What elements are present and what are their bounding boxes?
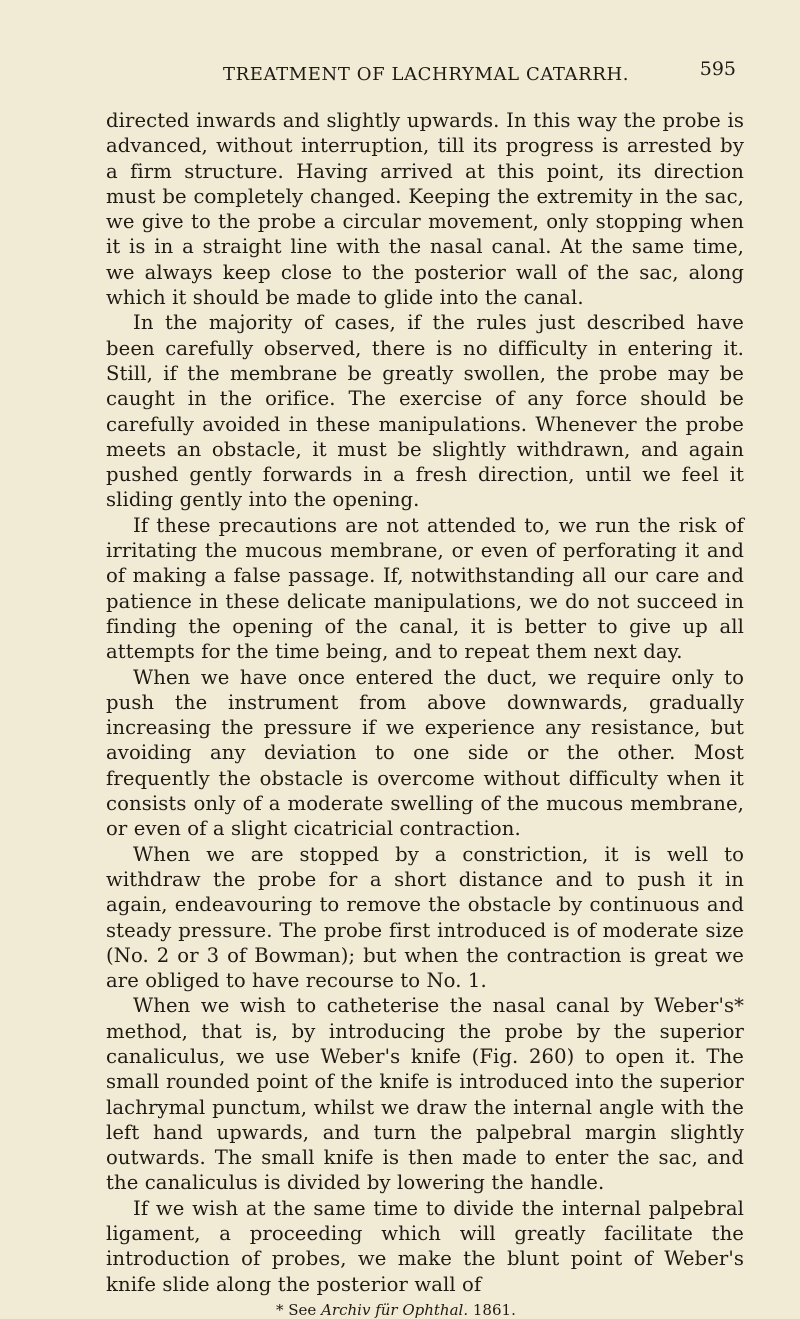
paragraph: When we have once entered the duct, we require only to push the instrument from above downwards, gradually increasing the pressure if we experience any resistance, but avoiding any deviation to one side or the other. Most frequently the obstacle is overcome without difficulty when it consists only of a moderate swelling of the mucous membrane, or even of a slight cicatricial contraction. — [106, 665, 744, 841]
paragraph: In the majority of cases, if the rules just described have been carefully observed, there is no difficulty in entering it. Still, if the membrane be greatly swollen, the probe may be caught in the orifice. The exercise of any force should be carefully avoided in these manipulations. Whenever the probe meets an obstacle, it must be slightly withdrawn, and again pushed gently forwards in a fresh direction, until we feel it sliding gently into the opening. — [106, 311, 744, 512]
footnote-prefix: * See — [276, 1300, 317, 1319]
paragraph: If these precautions are not attended to, we run the risk of irritating the mucous membrane, or even of perforating it and of making a false passage. If, notwithstanding all our care and patience in these delicate manipulations, we do not succeed in finding the opening of the canal, it is better to give up all attempts for the time being, and to repeat them next day. — [106, 513, 744, 664]
body-text — [106, 108, 744, 1297]
paragraph: When we are stopped by a constriction, it is well to withdraw the probe for a short distance and to push it in again, endeavouring to remove the obstacle by continuous and steady pressure. The probe first introduced is of moderate size (No. 2 or 3 of Bowman); but when the contraction is great we are obliged to have recourse to No. 1. — [106, 842, 744, 993]
paragraph: When we wish to catheterise the nasal canal by Weber's* method, that is, by introducing the probe by the superior canaliculus, we use Weber's knife (Fig. 260) to open it. The small rounded point of the knife is introduced into the superior lachrymal punctum, whilst we draw the internal angle with the left hand upwards, and turn the palpebral margin slightly outwards. The small knife is then made to enter the sac, and the canaliculus is divided by lowering the handle. — [106, 994, 744, 1195]
footnote-source: Archiv für Ophthal. — [321, 1300, 469, 1319]
page-number: 595 — [699, 58, 736, 80]
paragraph: directed inwards and slightly upwards. In this way the probe is advanced, without interruption, till its progress is arrested by a firm structure. Having arrived at this point, its direction must be completely changed. Keeping the extremity in the sac, we give to the probe a circular movement, only stopping when it is in a straight line with the nasal canal. At the same time, we always keep close to the posterior wall of the sac, along which it should be made to glide into the canal. — [106, 109, 744, 310]
running-head-title: TREATMENT OF LACHRYMAL CATARRH. — [223, 64, 630, 85]
paragraph: If we wish at the same time to divide the internal palpebral ligament, a proceeding which will greatly facilitate the introduction of probes, we make the blunt point of Weber's knife slide along the posterior wall of — [106, 1196, 744, 1296]
running-head — [106, 56, 744, 108]
footnote — [106, 1301, 744, 1319]
footnote-year: 1861. — [472, 1300, 516, 1319]
